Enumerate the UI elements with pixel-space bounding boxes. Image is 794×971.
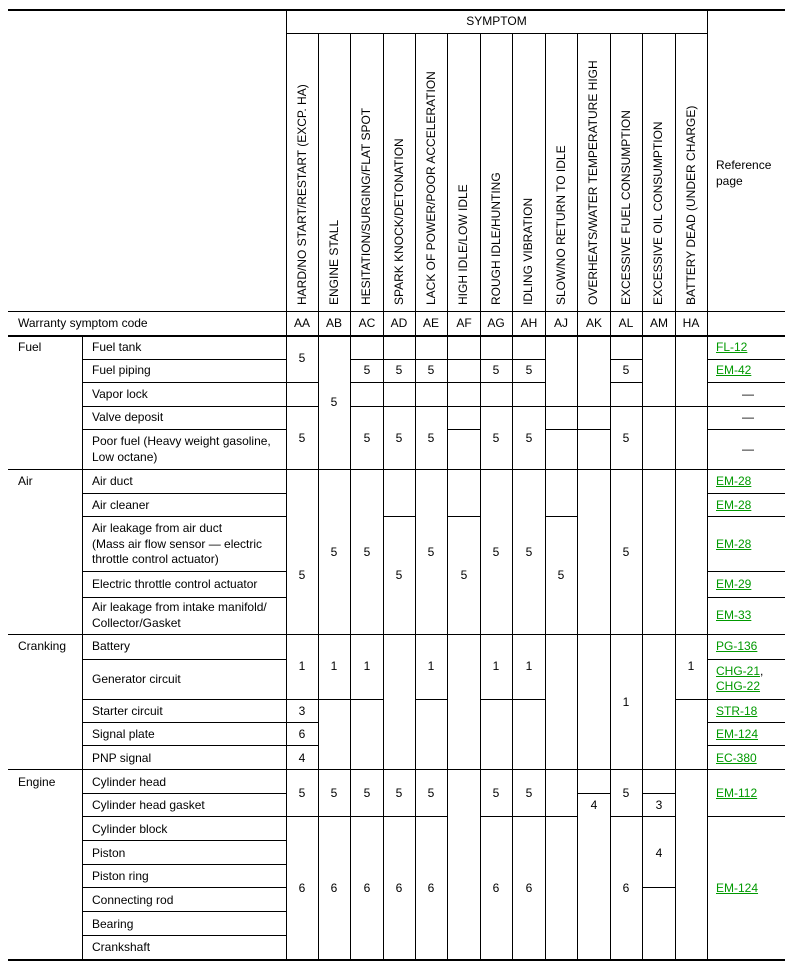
mark-cell: 5 — [330, 545, 338, 559]
item-bearing: Bearing — [92, 917, 134, 931]
item-fuel-tank: Fuel tank — [92, 340, 142, 354]
cell-line — [642, 887, 675, 888]
code-ag: AG — [487, 316, 505, 330]
mark-cell: 1 — [363, 659, 371, 673]
mark-cell: 6 — [395, 881, 403, 895]
mark-cell: 5 — [298, 351, 306, 365]
ref-line — [707, 699, 785, 700]
mark-cell: 5 — [395, 786, 403, 800]
row-line — [82, 887, 286, 888]
row-line — [82, 429, 286, 430]
row-line — [82, 816, 286, 817]
cell-line — [286, 406, 318, 407]
column-header-label: HESITATION/SURGING/FLAT SPOT — [359, 107, 373, 305]
mark-cell: 6 — [298, 727, 306, 741]
row-line — [82, 382, 286, 383]
cell-line — [350, 359, 480, 360]
row-line — [82, 359, 286, 360]
row-line — [82, 406, 286, 407]
mark-cell: 5 — [525, 545, 533, 559]
code-ak: AK — [585, 316, 602, 330]
column-header-label: SLOW/NO RETURN TO IDLE — [554, 145, 568, 305]
mark-cell: 6 — [622, 881, 630, 895]
ref-link-em-28[interactable] — [716, 498, 751, 513]
category-fuel: Fuel — [18, 340, 42, 354]
mark-cell: 5 — [330, 786, 338, 800]
ref-link-text[interactable]: EC-380 — [716, 751, 757, 765]
cell-line — [545, 516, 577, 517]
row-line — [82, 722, 286, 723]
row-line — [82, 597, 286, 598]
item-valve-deposit: Valve deposit — [92, 410, 164, 424]
column-header-label: EXCESSIVE FUEL CONSUMPTION — [619, 110, 633, 305]
code-ae: AE — [422, 316, 439, 330]
mark-cell: 5 — [427, 431, 435, 445]
cell-line — [447, 516, 480, 517]
item-air-leakage-duct-line2: (Mass air flow sensor — electric — [92, 537, 263, 551]
fuel-air-separator — [8, 469, 785, 470]
col-line — [707, 10, 708, 960]
item-generator-circuit: Generator circuit — [92, 672, 181, 686]
mark-cell: 3 — [655, 798, 663, 812]
item-electric-throttle-actuator: Electric throttle control actuator — [92, 577, 258, 591]
ref-link-fl-12[interactable] — [716, 340, 747, 355]
code-af: AF — [456, 316, 472, 330]
ref-link-text[interactable]: EM-124 — [716, 727, 759, 741]
item-connecting-rod: Connecting rod — [92, 893, 174, 907]
row-line — [82, 911, 286, 912]
mark-cell: 6 — [363, 881, 371, 895]
column-header-label: LACK OF POWER/POOR ACCELERATION — [424, 71, 438, 305]
code-ab: AB — [325, 316, 342, 330]
mark-cell: 1 — [687, 659, 695, 673]
code-am: AM — [650, 316, 668, 330]
ref-none-dash: — — [742, 442, 754, 456]
ref-link-text[interactable]: EM-28 — [716, 474, 752, 488]
ref-link-text[interactable]: EM-124 — [716, 881, 759, 895]
mark-cell: 1 — [622, 695, 630, 709]
warranty-bottom-line — [8, 335, 785, 337]
ref-link-em-112[interactable] — [716, 786, 757, 801]
column-header-label: ENGINE STALL — [327, 219, 341, 305]
ref-link-em-124[interactable] — [716, 727, 758, 742]
mark-cell: 5 — [525, 431, 533, 445]
item-air-leakage-manifold-line2: Collector/Gasket — [92, 616, 181, 630]
row-line — [82, 699, 286, 700]
ref-link-text[interactable]: EM-42 — [716, 363, 752, 377]
ref-link-text[interactable]: EM-28 — [716, 498, 752, 512]
col-line — [675, 33, 676, 960]
cell-line — [577, 793, 610, 794]
category-air: Air — [18, 474, 33, 488]
cell-line — [480, 699, 545, 700]
cranking-engine-separator — [8, 769, 785, 770]
item-pnp-signal: PNP signal — [92, 751, 152, 765]
code-ad: AD — [390, 316, 408, 330]
warranty-top-line — [8, 311, 785, 312]
mark-cell: 5 — [557, 568, 565, 582]
ref-link-text[interactable]: EM-112 — [716, 786, 758, 800]
mark-cell: 1 — [525, 659, 533, 673]
code-aj: AJ — [553, 316, 568, 330]
warranty-symptom-code-label: Warranty symptom code — [18, 316, 148, 330]
item-air-leakage-manifold-line1: Air leakage from intake manifold/ — [92, 600, 267, 614]
item-cylinder-head: Cylinder head — [92, 775, 167, 789]
code-ha: HA — [682, 316, 700, 330]
ref-link-em-33[interactable] — [716, 608, 751, 623]
mark-cell: 5 — [395, 363, 403, 377]
mark-cell: 5 — [622, 363, 630, 377]
item-air-leakage-duct-line3: throttle control actuator) — [92, 552, 219, 566]
column-header-label: HARD/NO START/RESTART (EXCP. HA) — [295, 84, 309, 305]
col-line — [610, 33, 611, 960]
cell-line — [286, 816, 448, 817]
cell-line — [480, 382, 545, 383]
col-line — [447, 33, 448, 960]
item-fuel-piping: Fuel piping — [92, 363, 151, 377]
mark-cell: 5 — [525, 786, 533, 800]
mark-cell: 4 — [298, 751, 306, 765]
mark-cell: 5 — [525, 363, 533, 377]
ref-link-em-28[interactable] — [716, 537, 751, 552]
cell-line — [447, 429, 480, 430]
item-vapor-lock: Vapor lock — [92, 387, 148, 401]
table-top-border — [8, 9, 785, 11]
mark-cell: 6 — [330, 881, 338, 895]
ref-link-text[interactable]: PG-136 — [716, 639, 758, 653]
code-aa: AA — [293, 316, 310, 330]
item-cylinder-head-gasket: Cylinder head gasket — [92, 798, 205, 812]
ref-link-text[interactable]: FL-12 — [716, 340, 748, 354]
ref-link-separator: , — [760, 664, 764, 678]
column-header-label: HIGH IDLE/LOW IDLE — [456, 184, 470, 305]
row-line — [82, 864, 286, 865]
air-cranking-separator — [8, 634, 785, 635]
col-line — [383, 33, 384, 960]
cell-line — [610, 382, 642, 383]
ref-link-text[interactable]: EM-33 — [716, 608, 752, 622]
cell-line — [350, 382, 480, 383]
row-line — [82, 493, 286, 494]
mark-cell: 5 — [492, 545, 500, 559]
category-cranking: Cranking — [18, 639, 67, 653]
table-bottom-border — [8, 959, 785, 961]
col-line — [545, 33, 546, 960]
cell-line — [286, 745, 318, 746]
col-line — [318, 33, 319, 960]
mark-cell: 5 — [427, 545, 435, 559]
ref-link-em-124[interactable] — [716, 881, 758, 896]
ref-link-em-28[interactable] — [716, 474, 751, 489]
cell-line — [545, 429, 610, 430]
mark-cell: 5 — [330, 395, 338, 409]
cell-line — [675, 699, 707, 700]
mark-cell: 1 — [298, 659, 306, 673]
item-air-leakage-duct-line1: Air leakage from air duct — [92, 521, 223, 535]
cell-line — [610, 359, 642, 360]
ref-link-ec-380[interactable] — [716, 751, 757, 766]
mark-cell: 5 — [427, 363, 435, 377]
ref-line — [707, 597, 785, 598]
col-line — [512, 33, 513, 960]
ref-line — [707, 429, 785, 430]
ref-link-text[interactable]: EM-29 — [716, 577, 752, 591]
ref-line — [707, 722, 785, 723]
cell-line — [383, 516, 415, 517]
mark-cell: 5 — [298, 431, 306, 445]
column-header-label: EXCESSIVE OIL CONSUMPTION — [651, 121, 665, 305]
cell-line — [415, 699, 447, 700]
row-line — [82, 935, 286, 936]
mark-cell: 6 — [298, 881, 306, 895]
mark-cell: 5 — [460, 568, 468, 582]
category-engine: Engine — [18, 775, 56, 789]
mark-cell: 6 — [492, 881, 500, 895]
ref-link-pg-136[interactable] — [716, 639, 757, 654]
ref-link-text[interactable]: CHG-21 — [716, 664, 761, 678]
column-header-label: BATTERY DEAD (UNDER CHARGE) — [684, 105, 698, 305]
mark-cell: 5 — [395, 431, 403, 445]
item-piston: Piston — [92, 846, 126, 860]
cell-line — [642, 793, 675, 794]
code-al: AL — [618, 316, 634, 330]
ref-link-em-42[interactable] — [716, 363, 751, 378]
cell-line — [318, 699, 383, 700]
mark-cell: 5 — [298, 786, 306, 800]
ref-line — [707, 406, 785, 407]
mark-cell: 5 — [492, 431, 500, 445]
ref-link-text[interactable]: EM-28 — [716, 537, 752, 551]
mark-cell: 5 — [622, 431, 630, 445]
mark-cell: 5 — [363, 545, 371, 559]
mark-cell: 5 — [492, 786, 500, 800]
mark-cell: 5 — [363, 363, 371, 377]
ref-line — [707, 382, 785, 383]
col-line — [415, 33, 416, 960]
mark-cell: 6 — [427, 881, 435, 895]
cell-line — [286, 699, 318, 700]
item-air-cleaner: Air cleaner — [92, 498, 150, 512]
symptom-header: SYMPTOM — [466, 14, 527, 28]
ref-link-text[interactable]: STR-18 — [716, 704, 758, 718]
reference-page-header: Reference page — [716, 158, 772, 188]
row-line — [82, 571, 286, 572]
ref-line — [707, 816, 785, 817]
cell-line — [480, 359, 545, 360]
ref-link-text[interactable]: CHG-22 — [716, 679, 761, 693]
mark-cell: 1 — [492, 659, 500, 673]
column-header-label: SPARK KNOCK/DETONATION — [392, 138, 406, 305]
code-ac: AC — [358, 316, 376, 330]
row-line — [82, 659, 286, 660]
row-line — [82, 516, 286, 517]
mark-cell: 5 — [622, 545, 630, 559]
item-starter-circuit: Starter circuit — [92, 704, 163, 718]
mark-cell: 6 — [525, 881, 533, 895]
col-line — [480, 33, 481, 960]
row-line — [82, 793, 286, 794]
ref-line — [707, 745, 785, 746]
ref-link-chg-22[interactable] — [716, 679, 760, 694]
mark-cell: 3 — [298, 704, 306, 718]
ref-line — [707, 359, 785, 360]
mark-cell: 5 — [427, 786, 435, 800]
ref-line — [707, 659, 785, 660]
item-battery: Battery — [92, 639, 131, 653]
mark-cell: 5 — [395, 568, 403, 582]
item-cylinder-block: Cylinder block — [92, 822, 168, 836]
row-line — [82, 745, 286, 746]
ref-line — [707, 571, 785, 572]
ref-link-em-29[interactable] — [716, 577, 751, 592]
item-crankshaft: Crankshaft — [92, 940, 151, 954]
col-line — [642, 33, 643, 960]
mark-cell: 1 — [330, 659, 338, 673]
column-header-label: IDLING VIBRATION — [521, 197, 535, 305]
cell-line — [286, 722, 318, 723]
item-piston-ring: Piston ring — [92, 869, 149, 883]
mark-cell: 5 — [622, 786, 630, 800]
mark-cell: 5 — [492, 363, 500, 377]
col-line — [286, 10, 287, 960]
mark-cell: 1 — [427, 659, 435, 673]
ref-none-dash: — — [742, 387, 754, 401]
item-poor-fuel-line1: Poor fuel (Heavy weight gasoline, — [92, 434, 271, 448]
mark-cell: 4 — [655, 846, 663, 860]
row-line — [82, 840, 286, 841]
ref-line — [707, 493, 785, 494]
mark-cell: 4 — [590, 798, 598, 812]
mark-cell: 5 — [363, 431, 371, 445]
cell-line — [350, 406, 707, 407]
item-signal-plate: Signal plate — [92, 727, 155, 741]
col-line — [577, 33, 578, 960]
col-line — [350, 33, 351, 960]
code-ah: AH — [520, 316, 538, 330]
column-header-label: ROUGH IDLE/HUNTING — [489, 172, 503, 305]
ref-none-dash: — — [742, 410, 754, 424]
ref-link-str-18[interactable] — [716, 704, 757, 719]
cell-line — [286, 382, 318, 383]
ref-line — [707, 516, 785, 517]
column-header-label: OVERHEATS/WATER TEMPERATURE HIGH — [586, 60, 600, 305]
item-air-duct: Air duct — [92, 474, 133, 488]
cell-line — [610, 816, 675, 817]
mark-cell: 5 — [363, 786, 371, 800]
mark-cell: 5 — [298, 568, 306, 582]
ref-link-chg-21[interactable] — [716, 664, 763, 679]
item-poor-fuel-line2: Low octane) — [92, 450, 158, 464]
cell-line — [480, 816, 577, 817]
